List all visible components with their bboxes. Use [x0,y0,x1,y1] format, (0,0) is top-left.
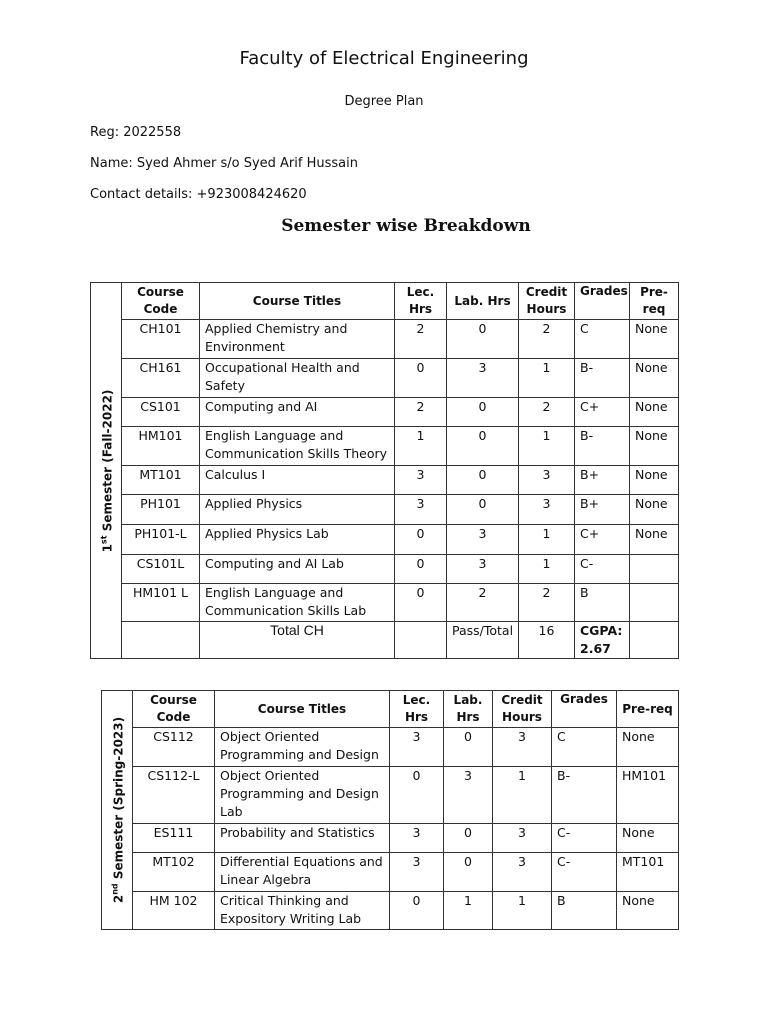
semester-2-label: 2nd Semester (Spring-2023) [110,716,126,904]
cgpa-value: CGPA: 2.67 [575,622,630,659]
table-row [91,359,679,398]
cell-lab: 1 [444,892,493,930]
cell-lec: 0 [395,584,447,622]
total-empty-prereq [630,622,679,659]
cell-credit: 3 [493,853,552,892]
cell-credit: 3 [493,728,552,767]
cell-grade: C- [575,555,630,584]
cell-grade: B [575,584,630,622]
cell-lab: 0 [444,728,493,767]
cell-credit: 3 [519,495,575,525]
cell-lec: 0 [395,525,447,555]
total-label: Total CH [200,622,395,659]
cell-grade: C [552,728,617,767]
cell-lab: 0 [447,466,519,495]
column-header: Credit Hours [519,283,575,320]
cell-code: PH101-L [122,525,200,555]
cell-code: CS101L [122,555,200,584]
cell-credit: 1 [493,892,552,930]
cell-code: HM 102 [133,892,215,930]
cell-title: Applied Chemistry and Environment [200,320,395,359]
cell-lec: 3 [390,728,444,767]
cell-prereq: None [617,892,679,930]
cell-title: Critical Thinking and Expository Writing Lab [215,892,390,930]
cell-lec: 2 [395,398,447,427]
cell-lab: 2 [447,584,519,622]
cell-grade: B- [552,767,617,824]
column-header: Lab. Hrs [444,691,493,728]
cell-lab: 0 [447,398,519,427]
total-empty-code [122,622,200,659]
contact-details: Contact details: +923008424620 [90,187,307,202]
semester-1-label: 1st Semester (Fall-2022) [99,389,115,552]
cell-credit: 1 [519,525,575,555]
table-row [91,525,679,555]
cell-code: PH101 [122,495,200,525]
table-row [91,555,679,584]
student-name: Name: Syed Ahmer s/o Syed Arif Hussain [90,156,358,171]
cell-grade: B [552,892,617,930]
table-header-row [91,283,679,320]
cell-prereq: None [630,359,679,398]
faculty-title: Faculty of Electrical Engineering [239,48,529,69]
cell-grade: C+ [575,525,630,555]
cell-prereq: MT101 [617,853,679,892]
cell-lec: 0 [395,359,447,398]
cell-credit: 2 [519,320,575,359]
column-header: Course Titles [215,691,390,728]
cell-title: English Language and Communication Skills Theory [200,427,395,466]
table-row [91,427,679,466]
cell-grade: B- [575,427,630,466]
cell-code: HM101 L [122,584,200,622]
cell-code: CH161 [122,359,200,398]
column-header: Course Code [133,691,215,728]
cell-prereq: None [630,320,679,359]
table-row [102,728,679,767]
cell-prereq: None [630,466,679,495]
table-row [91,398,679,427]
total-pass-label: Pass/Total [447,622,519,659]
total-empty-lec [395,622,447,659]
cell-lec: 3 [390,853,444,892]
cell-credit: 3 [493,824,552,853]
column-header: Lab. Hrs [447,283,519,320]
semester-2-table [101,690,679,930]
table-row [102,824,679,853]
cell-code: CH101 [122,320,200,359]
cell-code: MT102 [133,853,215,892]
registration-number: Reg: 2022558 [90,125,182,140]
cell-title: Applied Physics [200,495,395,525]
cell-code: CS101 [122,398,200,427]
cell-prereq: None [617,728,679,767]
cell-credit: 3 [519,466,575,495]
cell-grade: C- [552,824,617,853]
cell-grade: B- [575,359,630,398]
cell-grade: B+ [575,495,630,525]
cell-title: Computing and AI Lab [200,555,395,584]
section-heading: Semester wise Breakdown [281,216,531,236]
cell-credit: 2 [519,584,575,622]
cell-code: CS112 [133,728,215,767]
table-row [91,495,679,525]
cell-lab: 3 [447,525,519,555]
column-header: Credit Hours [493,691,552,728]
cell-grade: C+ [575,398,630,427]
cell-title: English Language and Communication Skills Lab [200,584,395,622]
cell-grade: C [575,320,630,359]
cell-title: Computing and AI [200,398,395,427]
column-header: Grades [552,691,617,728]
cell-prereq: None [630,398,679,427]
table-header-row [102,691,679,728]
total-row [91,622,679,659]
cell-prereq: None [630,495,679,525]
cell-lec: 2 [395,320,447,359]
cell-credit: 1 [519,359,575,398]
cell-code: HM101 [122,427,200,466]
cell-lec: 0 [390,767,444,824]
cell-grade: B+ [575,466,630,495]
column-header: Lec. Hrs [390,691,444,728]
cell-title: Object Oriented Programming and Design [215,728,390,767]
cell-title: Calculus I [200,466,395,495]
column-header: Lec. Hrs [395,283,447,320]
cell-grade: C- [552,853,617,892]
cell-lec: 1 [395,427,447,466]
cell-prereq [630,555,679,584]
cell-prereq: None [630,525,679,555]
cell-title: Differential Equations and Linear Algebra [215,853,390,892]
cell-credit: 1 [493,767,552,824]
cell-lab: 3 [444,767,493,824]
table-row [91,466,679,495]
table-row [102,853,679,892]
cell-lab: 0 [447,495,519,525]
cell-prereq: None [630,427,679,466]
cell-prereq: HM101 [617,767,679,824]
column-header: Pre-req [630,283,679,320]
cell-prereq [630,584,679,622]
cell-title: Applied Physics Lab [200,525,395,555]
total-credit: 16 [519,622,575,659]
cell-code: CS112-L [133,767,215,824]
semester-1-label-cell [91,283,122,659]
column-header: Course Titles [200,283,395,320]
cell-title: Object Oriented Programming and Design Lab [215,767,390,824]
cell-prereq: None [617,824,679,853]
cell-title: Occupational Health and Safety [200,359,395,398]
cell-lec: 3 [395,495,447,525]
cell-lec: 0 [395,555,447,584]
cell-lab: 3 [447,359,519,398]
cell-lec: 0 [390,892,444,930]
cell-lec: 3 [395,466,447,495]
semester-1-table [90,282,679,659]
table-row [91,320,679,359]
cell-lab: 3 [447,555,519,584]
cell-lec: 3 [390,824,444,853]
cell-lab: 0 [444,853,493,892]
cell-lab: 0 [447,427,519,466]
table-row [91,584,679,622]
cell-code: MT101 [122,466,200,495]
semester-2-label-cell [102,691,133,930]
cell-credit: 1 [519,555,575,584]
table-row [102,892,679,930]
cell-credit: 1 [519,427,575,466]
cell-lab: 0 [447,320,519,359]
cell-title: Probability and Statistics [215,824,390,853]
table-row [102,767,679,824]
column-header: Pre-req [617,691,679,728]
column-header: Grades [575,283,630,320]
cell-credit: 2 [519,398,575,427]
document-subtitle: Degree Plan [344,94,424,109]
column-header: Course Code [122,283,200,320]
cell-code: ES111 [133,824,215,853]
cell-lab: 0 [444,824,493,853]
